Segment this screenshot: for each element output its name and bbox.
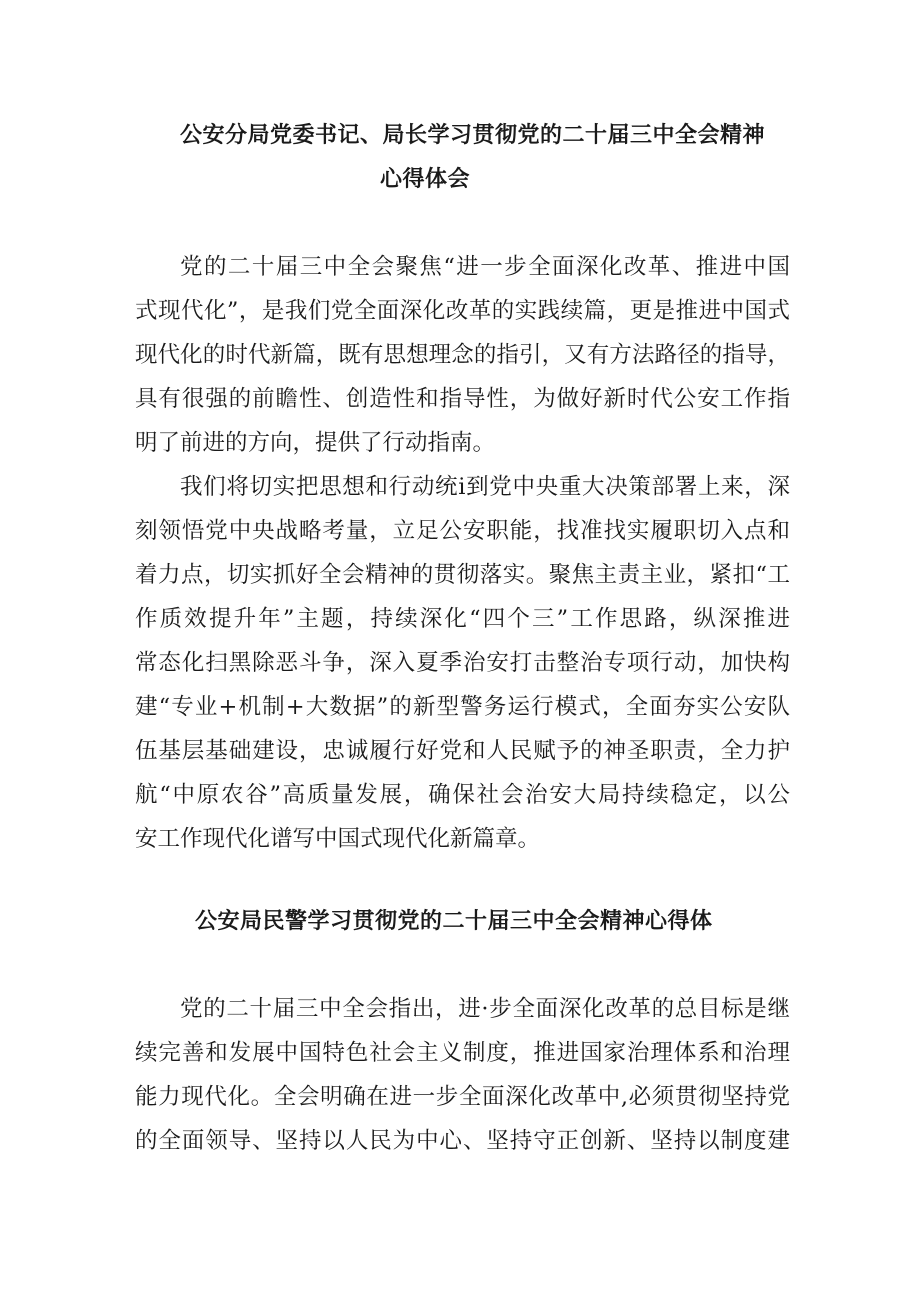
article1-para1-line: 明了前进的方向，提供了行动指南。	[135, 430, 496, 456]
article1-para2-line: 安工作现代化谱写中国式现代化新篇章。	[135, 826, 541, 852]
article2-title: 公安局民警学习贯彻党的二十届三中全会精神心得体	[195, 908, 713, 934]
article1-para2-line: 作质效提升年”主题，持续深化“四个三”工作思路，纵深推进	[135, 606, 790, 632]
article1-para2-line: 航“中原农谷”高质量发展，确保社会治安大局持续稳定，以公	[135, 782, 790, 808]
article1-para2-line: 常态化扫黑除恶斗争，深入夏季治安打击整治专项行动，加快构	[135, 650, 790, 676]
article1-para1-line: 现代化的时代新篇，既有思想理念的指引，又有方法路径的指导，	[135, 342, 790, 368]
article2-para1-line: 续完善和发展中国特色社会主义制度，推进国家治理体系和治理	[135, 1040, 790, 1066]
article1-para2-line: 我们将切实把思想和行动统ⅰ到党中央重大决策部署上来，深	[180, 474, 790, 500]
article1-para1-line: 式现代化”，是我们党全面深化改革的实践续篇，更是推进中国式	[135, 298, 790, 324]
article2-para1-line: 能力现代化。全会明确在进一步全面深化改革中,必须贯彻坚持党	[135, 1084, 790, 1110]
article1-para1-line: 具有很强的前瞻性、创造性和指导性，为做好新时代公安工作指	[135, 386, 790, 412]
article1-para1-line: 党的二十届三中全会聚焦“进一步全面深化改革、推进中国	[180, 254, 790, 280]
article1-para2-line: 着力点，切实抓好全会精神的贯彻落实。聚焦主责主业，紧扣“工	[135, 562, 790, 588]
article1-para2-line: 建“专业+机制+大数据”的新型警务运行模式，全面夯实公安队	[135, 694, 790, 720]
article1-para2-line: 刻领悟党中央战略考量，立足公安职能，找准找实履职切入点和	[135, 518, 790, 544]
article1-title-line1: 公安分局党委书记、局长学习贯彻党的二十届三中全会精神	[180, 122, 766, 148]
article2-para1-line: 的全面领导、坚持以人民为中心、坚持守正创新、坚持以制度建	[135, 1128, 790, 1154]
article1-title-line2: 心得体会	[380, 166, 471, 192]
article1-para2-line: 伍基层基础建设，忠诚履行好党和人民赋予的神圣职责，全力护	[135, 738, 790, 764]
article2-para1-line: 党的二十届三中全会指出，进·步全面深化改革的总目标是继	[180, 996, 790, 1022]
